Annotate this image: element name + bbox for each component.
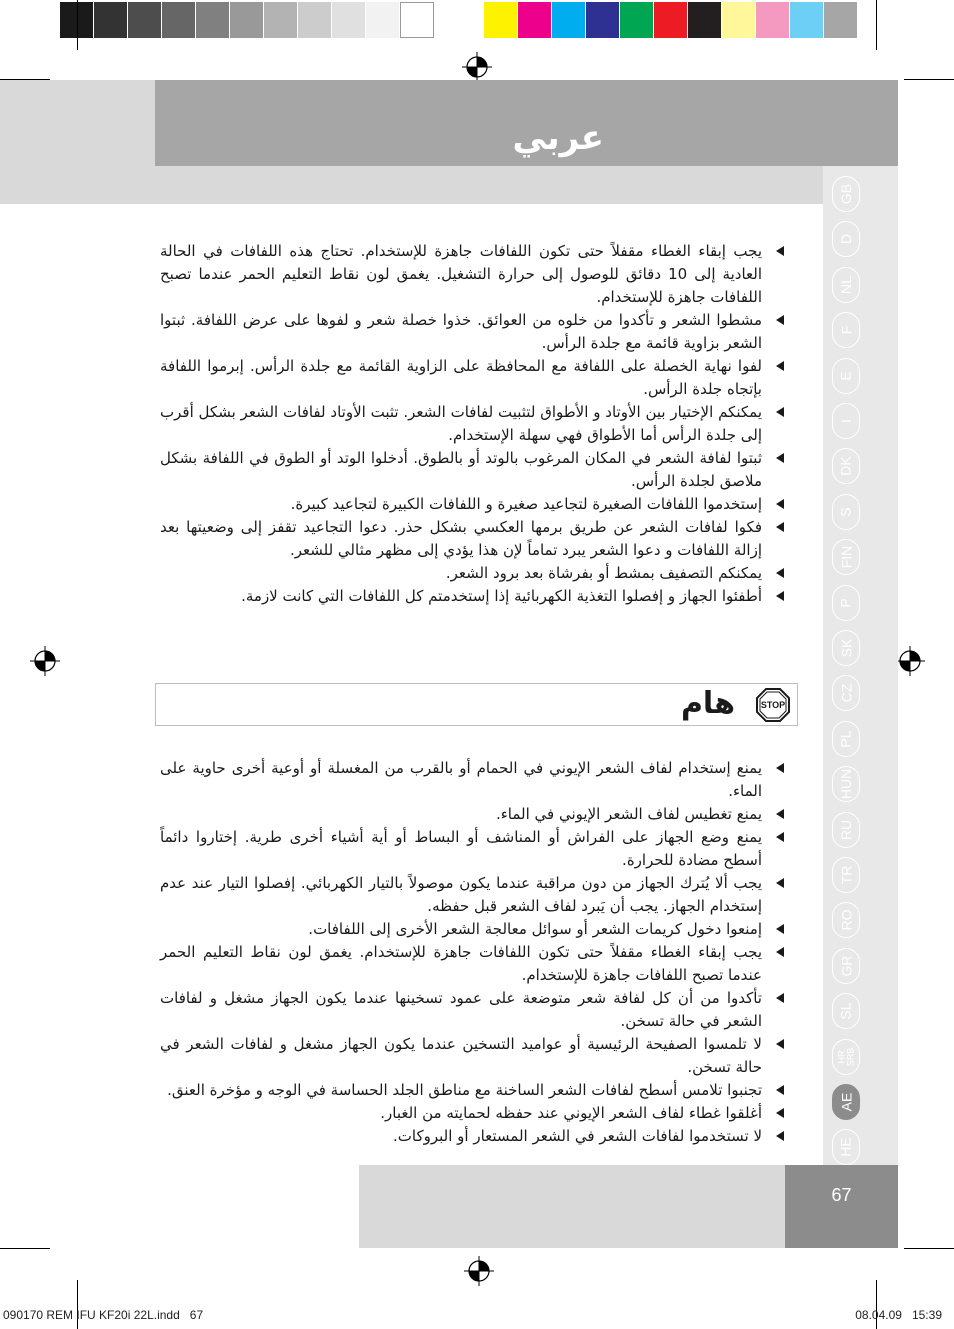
list-item — [160, 401, 788, 447]
language-tab-label: HR SRB — [835, 1047, 855, 1066]
bullet-triangle-icon — [776, 947, 784, 957]
language-tab-hr-srb[interactable] — [832, 1039, 860, 1075]
file-slug: 090170 REM IFU KF20i 22L.indd 67 — [3, 1308, 204, 1322]
list-item — [160, 941, 788, 987]
bullet-triangle-icon — [776, 361, 784, 371]
list-item-text: يجب إبقاء الغطاء مقفلاً حتى تكون اللفافات جاهزة للإستخدام. يغمق لون نقاط التعليم الحمر عندما تصبح اللفافات جاهزة للإستخدام. — [160, 943, 762, 984]
color-swatch — [688, 2, 722, 38]
list-item — [160, 826, 788, 872]
crop-mark — [0, 1248, 50, 1249]
language-tab-ru[interactable] — [832, 812, 860, 848]
color-swatch — [400, 2, 434, 38]
language-tab-label: F — [838, 325, 854, 335]
language-tab-label: S — [838, 507, 854, 517]
language-tab-d[interactable] — [832, 221, 860, 257]
list-item — [160, 872, 788, 918]
bullet-triangle-icon — [776, 809, 784, 819]
language-tab-ro[interactable] — [832, 902, 860, 938]
color-swatch — [722, 2, 756, 38]
color-swatch — [654, 2, 688, 38]
color-swatch — [298, 2, 332, 38]
bullet-triangle-icon — [776, 1085, 784, 1095]
list-item — [160, 240, 788, 309]
color-swatch — [790, 2, 824, 38]
list-item-text: تجنبوا تلامس أسطح لفافات الشعر الساخنة مع مناطق الجلد الحساسة في الوجه و مؤخرة العنق. — [167, 1081, 762, 1099]
list-item — [160, 987, 788, 1033]
language-tab-dk[interactable] — [832, 448, 860, 484]
color-swatch — [230, 2, 264, 38]
list-item-text: يمكنكم الإختيار بين الأوتاد و الأطواق لتثبيت لفافات الشعر. تثبت الأوتاد لفافات الشعر بشكل أقرب إلى جلدة الرأس أما الأطواق فهي سهلة الإستخدام. — [160, 403, 762, 444]
bullet-triangle-icon — [776, 924, 784, 934]
language-tab-label: AE — [838, 1092, 854, 1112]
registration-mark-icon — [464, 1256, 494, 1286]
bullet-triangle-icon — [776, 315, 784, 325]
language-tab-label: HE — [837, 1137, 854, 1158]
bullet-triangle-icon — [776, 407, 784, 417]
language-tab-gb[interactable] — [832, 176, 860, 212]
list-item-text: يمكنكم التصفيف بمشط أو بفرشاة بعد برود الشعر. — [445, 564, 762, 582]
language-tab-label: SL — [838, 1002, 854, 1020]
list-item-text: يجب إبقاء الغطاء مقفلاً حتى تكون اللفافات جاهزة للإستخدام. تحتاج هذه اللفافات في الحالة العادية إلى 10 دقائق للوصول إلى حرارة التشغيل. يغمق لون نقاط التعليم الحمر عندما تصبح اللفافات جاهزة للإستخدام. — [160, 242, 762, 306]
list-item-text: يمنع إستخدام لفاف الشعر الإيوني في الحمام أو بالقرب من المغسلة أو أوعية أخرى حاوية على الماء. — [160, 759, 762, 800]
bullet-triangle-icon — [776, 246, 784, 256]
svg-text:STOP: STOP — [760, 700, 786, 710]
list-item — [160, 447, 788, 493]
list-item — [160, 309, 788, 355]
color-swatch — [128, 2, 162, 38]
header-sub-band — [155, 166, 898, 204]
bullet-triangle-icon — [776, 1131, 784, 1141]
color-swatch — [94, 2, 128, 38]
language-tab-label: E — [838, 370, 854, 381]
language-tab-label: NL — [838, 275, 854, 294]
language-tab-nl[interactable] — [832, 267, 860, 303]
list-item — [160, 355, 788, 401]
list-item — [160, 585, 788, 608]
list-item — [160, 516, 788, 562]
color-swatch — [162, 2, 196, 38]
list-item-text: أغلقوا غطاء لفاف الشعر الإيوني عند حفظه لحمايته من الغبار. — [380, 1104, 762, 1122]
list-item — [160, 1033, 788, 1079]
list-item-text: إستخدموا اللفافات الصغيرة لتجاعيد صغيرة و اللفافات الكبيرة لتجاعيد كبيرة. — [290, 495, 762, 513]
language-tab-label: P — [838, 597, 854, 608]
bullet-triangle-icon — [776, 453, 784, 463]
left-margin-band — [0, 80, 155, 204]
list-item-text: يمنع وضع الجهاز على الفراش أو المناشف أو البساط أو أية أشياء أخرى طرية. إختاروا دائماً أسطح مضادة للحرارة. — [160, 828, 762, 869]
important-heading-box — [155, 683, 798, 726]
bullet-triangle-icon — [776, 878, 784, 888]
language-tab-label: D — [838, 234, 854, 245]
instructions-section — [160, 240, 788, 608]
list-item — [160, 757, 788, 803]
color-swatch — [196, 2, 230, 38]
language-tab-label: RU — [837, 819, 854, 840]
language-tab-label: CZ — [837, 684, 854, 703]
list-item — [160, 1125, 788, 1148]
page-number: 67 — [831, 1185, 852, 1205]
bullet-triangle-icon — [776, 832, 784, 842]
language-tab-label: FIN — [838, 545, 854, 569]
important-section — [160, 757, 788, 1148]
language-tab-label: DK — [837, 456, 854, 477]
language-tab-sl[interactable] — [832, 993, 860, 1029]
language-tab-label: HUN — [838, 769, 854, 800]
color-swatch — [824, 2, 858, 38]
language-tab-label: RO — [838, 909, 854, 931]
language-tab-f[interactable] — [832, 312, 860, 348]
important-list — [160, 757, 788, 1148]
language-tab-label: TR — [837, 865, 854, 885]
cmyk-color-bar — [484, 2, 858, 38]
instructions-list — [160, 240, 788, 608]
language-tab-cz[interactable] — [832, 675, 860, 711]
language-tab-tr[interactable] — [832, 857, 860, 893]
list-item — [160, 493, 788, 516]
language-tab-label: GR — [838, 955, 854, 977]
bullet-triangle-icon — [776, 591, 784, 601]
date-slug: 08.04.09 15:39 — [855, 1308, 942, 1322]
bullet-triangle-icon — [776, 763, 784, 773]
language-tab-label: GB — [837, 183, 854, 205]
language-tab-i[interactable] — [832, 403, 860, 439]
list-item-text: يجب ألا يُترك الجهاز من دون مراقبة عندما يكون موصولاً بالتيار الكهربائي. إفصلوا التيار عند عدم إستخدام الجهاز. يجب أن يَبرد لفاف الشعر قبل حفظه. — [160, 874, 762, 915]
list-item-text: تأكدوا من أن كل لفافة شعر متوضعة على عمود تسخينها عندما يكون الجهاز مشغل و لفافات الشعر في حالة تسخن. — [160, 989, 762, 1030]
language-tab-s[interactable] — [832, 494, 860, 530]
language-tab-label: I — [837, 419, 854, 423]
list-item-text: فكوا لفافات الشعر عن طريق برمها العكسي بشكل حذر. دعوا التجاعيد تقفز إلى وضعيتها بعد إزالة اللفافات و دعوا الشعر يبرد تماماً لإن هذا يؤدي إلى مظهر مثالي للشعر. — [160, 518, 762, 559]
bullet-triangle-icon — [776, 499, 784, 509]
color-swatch — [756, 2, 790, 38]
list-item — [160, 803, 788, 826]
language-tab-label: SK — [838, 638, 854, 658]
bullet-triangle-icon — [776, 993, 784, 1003]
color-swatch — [332, 2, 366, 38]
important-title: هام — [680, 686, 735, 721]
list-item-text: يمنع تغطيس لفاف الشعر الإيوني في الماء. — [495, 805, 762, 823]
crop-mark — [77, 0, 78, 50]
language-tab-p[interactable] — [832, 585, 860, 621]
color-swatch — [518, 2, 552, 38]
crop-mark — [904, 79, 954, 80]
language-tab-sk[interactable] — [832, 630, 860, 666]
registration-mark-icon — [30, 646, 60, 676]
list-item — [160, 1079, 788, 1102]
language-tab-pl[interactable] — [832, 721, 860, 757]
crop-mark — [876, 0, 877, 50]
list-item-text: إمنعوا دخول كريمات الشعر أو سوائل معالجة الشعر الأخرى إلى اللفافات. — [308, 920, 762, 938]
bullet-triangle-icon — [776, 522, 784, 532]
list-item-text: مشطوا الشعر و تأكدوا من خلوه من العوائق. خذوا خصلة شعر و لفوها على عرض اللفافة. ثبتوا الشعر بزاوية قائمة مع جلدة الرأس. — [160, 311, 762, 352]
list-item — [160, 918, 788, 941]
language-tab-e[interactable] — [832, 358, 860, 394]
color-swatch — [484, 2, 518, 38]
color-swatch — [620, 2, 654, 38]
language-tab-hun[interactable] — [832, 766, 860, 802]
crop-mark — [904, 1248, 954, 1249]
list-item-text: لفوا نهاية الخصلة على اللفافة مع المحافظة على الزاوية القائمة مع جلدة الرأس. إبرموا اللفافة بإتجاه جلدة الرأس. — [160, 357, 762, 398]
bullet-triangle-icon — [776, 568, 784, 578]
list-item-text: ثبتوا لفافة الشعر في المكان المرغوب بالوتد أو بالطوق. أدخلوا الوتد أو الطوق في اللفافة بشكل ملاصق لجلدة الرأس. — [160, 449, 762, 490]
list-item-text: لا تستخدموا لفافات الشعر في الشعر المستعار أو البروكات. — [393, 1127, 762, 1145]
registration-mark-icon — [895, 646, 925, 676]
stop-sign-icon — [755, 687, 791, 723]
bullet-triangle-icon — [776, 1039, 784, 1049]
language-tab-ae[interactable] — [832, 1084, 860, 1120]
color-swatch — [264, 2, 298, 38]
list-item-text: أطفئوا الجهاز و إفصلوا التغذية الكهربائية إذا إستخدمتم كل اللفافات التي كانت لازمة. — [241, 587, 762, 605]
page-number-box — [785, 1165, 898, 1248]
color-swatch — [552, 2, 586, 38]
language-tab-he[interactable] — [832, 1129, 860, 1165]
grayscale-color-bar — [60, 2, 434, 38]
list-item — [160, 1102, 788, 1125]
language-tab-fin[interactable] — [832, 539, 860, 575]
registration-mark-icon — [462, 52, 492, 82]
page-title: عربي — [512, 118, 604, 158]
language-tab-gr[interactable] — [832, 948, 860, 984]
list-item-text: لا تلمسوا الصفيحة الرئيسية أو عواميد التسخين عندما يكون الجهاز مشغل و لفافات الشعر في حالة تسخن. — [160, 1035, 762, 1076]
footer-band — [359, 1165, 785, 1248]
list-item — [160, 562, 788, 585]
bullet-triangle-icon — [776, 1108, 784, 1118]
color-swatch — [586, 2, 620, 38]
language-tab-label: PL — [838, 730, 854, 748]
color-swatch — [366, 2, 400, 38]
